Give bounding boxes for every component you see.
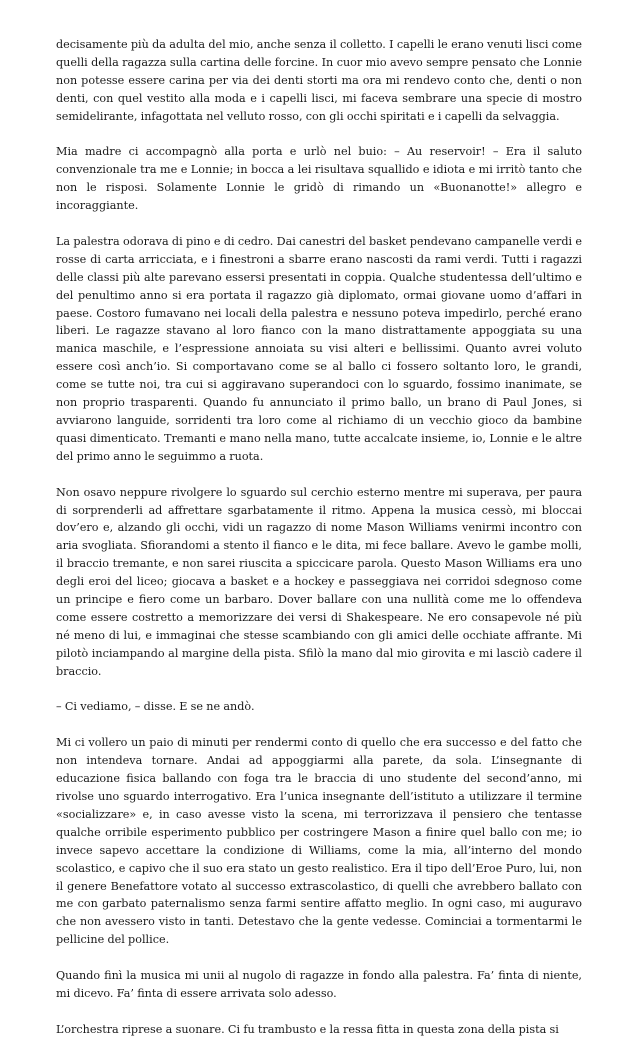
document-page <box>56 36 582 1039</box>
paragraph-1: decisamente più da adulta del mio, anche senza il colletto. I capelli le erano venuti lisci come quelli della ragazza sulla cartina delle forcine. In cuor mio avevo sempre pensato che Lonnie non potesse essere carina per via dei denti storti ma ora mi rendevo conto che, denti o non denti, con quel vestito alla moda e i capelli lisci, mi faceva sembrare una specie di mostro semidelirante, infagottata nel velluto rosso, con gli occhi spiritati e i capelli da selvaggia. <box>56 38 582 123</box>
paragraph-2: Mia madre ci accompagnò alla porta e urlò nel buio: – Au reservoir! – Era il saluto convenzionale tra me e Lonnie; in bocca a lei risultava squallido e idiota e mi irritò tanto che non le risposi. Solamente Lonnie le gridò di rimando un «Buonanotte!» allegro e incoraggiante. <box>56 145 582 213</box>
paragraph-4: Non osavo neppure rivolgere lo sguardo sul cerchio esterno mentre mi superava, per paura di sorprenderli ad affrettare sgarbatamente il ritmo. Appena la musica cessò, mi bloccai dov’ero e, alzando gli occhi, vidi un ragazzo di nome Mason Williams venirmi incontro con aria svogliata. Sfiorandomi a stento il fianco e le dita, mi fece ballare. Avevo le gambe molli, il braccio tremante, e non sarei riuscita a spiccicare parola. Questo Mason Williams era uno degli eroi del liceo; giocava a basket e a hockey e passeggiava nei corridoi sdegnoso come un principe e fiero come un barbaro. Dover ballare con una nullità come me lo offendeva come essere costretto a memorizzare dei versi di Shakespeare. Ne ero consapevole né più né meno di lui, e immaginai che stesse scambiando con gli amici delle occhiate affrante. Mi pilotò inciampando al margine della pista. Sfilò la mano dal mio girovita e mi lasciò cadere il braccio. <box>56 485 582 678</box>
paragraph-8: L’orchestra riprese a suonare. Ci fu trambusto e la ressa fitta in questa zona della pista si <box>56 1022 559 1036</box>
paragraph-6: Mi ci vollero un paio di minuti per rendermi conto di quello che era successo e del fatto che non intendeva tornare. Andai ad appoggiarmi alla parete, da sola. L’insegnante di educazione fisica ballando con foga tra le braccia di uno studente del second’anno, mi rivolse uno sguardo interrogativo. Era l’unica insegnante dell’istituto a utilizzare il termine «socializzare» e, in caso avesse visto la scena, mi terrorizzava il pensiero che tentasse qualche orribile esperimento pubblico per costringere Mason a finire quel ballo con me; io invece sapevo accettare la condizione di Williams, come la mia, all’interno del mondo scolastico, e capivo che il suo era stato un gesto realistico. Era il tipo dell’Eroe Puro, lui, non il genere Benefattore votato al successo extrascolastico, di quelli che avrebbero ballato con me con garbato paternalismo senza farmi sentire affatto meglio. In ogni caso, mi auguravo che non avessero visto in tanti. Detestavo che la gente vedesse. Cominciai a tormentarmi le pellicine del pollice. <box>56 736 582 947</box>
paragraph-7: Quando finì la musica mi unii al nugolo di ragazze in fondo alla palestra. Fa’ finta di niente, mi dicevo. Fa’ finta di essere arrivata solo adesso. <box>56 969 582 1000</box>
paragraph-3: La palestra odorava di pino e di cedro. Dai canestri del basket pendevano campanelle verdi e rosse di carta arricciata, e i finestroni a sbarre erano nascosti da rami verdi. Tutti i ragazzi delle classi più alte parevano essersi presentati in coppia. Qualche studentessa dell’ultimo e del penultimo anno si era portata il ragazzo già diplomato, ormai giovane uomo d’affari in paese. Costoro fumavano nei locali della palestra e nessuno poteva impedirlo, perché erano liberi. Le ragazze stavano al loro fianco con la mano distrattamente appoggiata su una manica maschile, e l’espressione annoiata su visi alteri e bellissimi. Quanto avrei voluto essere così anch’io. Si comportavano come se al ballo ci fossero soltanto loro, le grandi, come se tutte noi, tra cui si aggiravano superandoci con lo sguardo, fossimo inanimate, se non proprio trasparenti. Quando fu annunciato il primo ballo, un brano di Paul Jones, si avviarono languide, sorridenti tra loro come al richiamo di un vecchio gioco da bambine quasi dimenticato. Tremanti e mano nella mano, tutte accalcate insieme, io, Lonnie e le altre del primo anno le seguimmo a ruota. <box>56 234 582 463</box>
paragraph-5: – Ci vediamo, – disse. E se ne andò. <box>56 700 255 714</box>
